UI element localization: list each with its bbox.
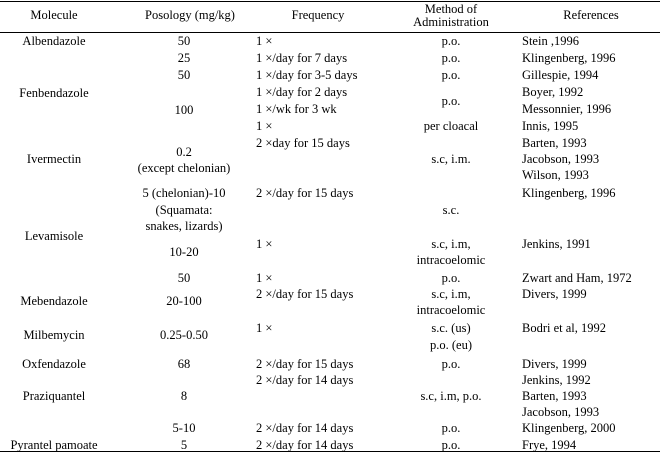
molecule-pyrantel-pamoate: Pyrantel pamoate — [10, 438, 98, 452]
frequency-cell: 1 × — [256, 321, 273, 335]
posology-cell: 0.2 — [176, 145, 192, 159]
method-cell: s.c, i.m, — [431, 237, 471, 251]
frequency-cell: 1 × — [256, 271, 273, 285]
reference-cell: Barten, 1993 — [522, 136, 587, 150]
reference-cell: Jacobson, 1993 — [522, 405, 600, 419]
method-cell: p.o. — [441, 34, 461, 48]
posology-cell: 25 — [177, 51, 191, 65]
posology-cell: 50 — [177, 271, 191, 285]
method-cell: p.o. — [441, 68, 461, 82]
method-cell: p.o. — [441, 51, 461, 65]
method-cell: per cloacal — [423, 119, 479, 133]
posology-cell: (except chelonian) — [137, 161, 231, 175]
molecule-praziquantel: Praziquantel — [22, 389, 86, 403]
method-cell: s.c, i.m, — [431, 287, 471, 301]
frequency-cell: 1 × — [256, 34, 273, 48]
posology-cell: (Squamata: — [155, 203, 213, 217]
molecule-mebendazole: Mebendazole — [20, 294, 88, 308]
reference-cell: Bodri et al, 1992 — [522, 321, 607, 335]
molecule-milbemycin: Milbemycin — [23, 328, 85, 342]
reference-cell: Wilson, 1993 — [522, 168, 589, 182]
posology-cell: 10-20 — [169, 245, 199, 259]
frequency-cell: 2 ×/day for 15 days — [256, 287, 354, 301]
method-cell: p.o. (eu) — [430, 338, 472, 352]
header-molecule: Molecule — [30, 8, 78, 22]
method-cell: s.c, i.m. — [431, 152, 471, 166]
reference-cell: Zwart and Ham, 1972 — [522, 271, 632, 285]
reference-cell: Frye, 1994 — [522, 438, 577, 452]
method-cell: p.o. — [441, 438, 461, 452]
reference-cell: Klingenberg, 2000 — [522, 421, 616, 435]
posology-cell: 50 — [177, 68, 191, 82]
header-references: References — [563, 8, 619, 22]
posology-cell: 0.25-0.50 — [160, 328, 208, 342]
molecule-albendazole: Albendazole — [22, 34, 86, 48]
reference-cell: Messonnier, 1996 — [522, 102, 612, 116]
frequency-cell: 2 ×/day for 15 days — [256, 357, 354, 371]
frequency-cell: 2 ×/day for 14 days — [256, 421, 354, 435]
header-posology: Posology (mg/kg) — [145, 8, 235, 22]
frequency-cell: 1 ×/day for 7 days — [256, 51, 348, 65]
frequency-cell: 1 ×/wk for 3 wk — [256, 102, 337, 116]
molecule-fenbendazole: Fenbendazole — [19, 86, 89, 100]
header-frequency: Frequency — [291, 8, 345, 22]
method-cell: intracoelomic — [416, 253, 486, 267]
header-method-line2: Administration — [413, 15, 489, 29]
frequency-cell: 1 ×/day for 2 days — [256, 85, 348, 99]
reference-cell: Divers, 1999 — [522, 357, 587, 371]
method-cell: p.o. — [441, 421, 461, 435]
reference-cell: Klingenberg, 1996 — [522, 51, 616, 65]
molecule-ivermectin: Ivermectin — [26, 152, 82, 166]
method-cell: intracoelomic — [416, 303, 486, 317]
posology-cell: 8 — [180, 389, 188, 403]
posology-cell: 50 — [177, 34, 191, 48]
posology-cell: 5 — [180, 438, 188, 452]
header-rule — [0, 32, 660, 33]
posology-cell: 100 — [174, 103, 194, 117]
reference-cell: Divers, 1999 — [522, 287, 587, 301]
molecule-oxfendazole: Oxfendazole — [22, 357, 86, 371]
frequency-cell: 2 ×/day for 15 days — [256, 186, 354, 200]
method-cell: s.c, i.m, p.o. — [420, 389, 482, 403]
method-cell: p.o. — [441, 271, 461, 285]
method-cell: s.c. — [442, 203, 460, 217]
method-cell: p.o. — [441, 94, 461, 108]
frequency-cell: 1 × — [256, 119, 273, 133]
posology-cell: 5-10 — [172, 421, 196, 435]
reference-cell: Gillespie, 1994 — [522, 68, 599, 82]
molecule-levamisole: Levamisole — [24, 229, 84, 243]
frequency-cell: 1 × — [256, 237, 273, 251]
frequency-cell: 2 ×day for 15 days — [256, 136, 350, 150]
posology-cell: 5 (chelonian)-10 — [142, 186, 226, 200]
method-cell: s.c. (us) — [431, 321, 471, 335]
method-cell: p.o. — [441, 357, 461, 371]
frequency-cell: 1 ×/day for 3-5 days — [256, 68, 358, 82]
reference-cell: Jacobson, 1993 — [522, 152, 600, 166]
reference-cell: Barten, 1993 — [522, 389, 587, 403]
reference-cell: Jenkins, 1991 — [522, 237, 591, 251]
posology-cell: snakes, lizards) — [145, 219, 223, 233]
top-rule — [0, 1, 660, 2]
reference-cell: Jenkins, 1992 — [522, 373, 591, 387]
reference-cell: Stein ,1996 — [522, 34, 579, 48]
reference-cell: Innis, 1995 — [522, 119, 579, 133]
reference-cell: Boyer, 1992 — [522, 85, 584, 99]
reference-cell: Klingenberg, 1996 — [522, 186, 616, 200]
frequency-cell: 2 ×/day for 14 days — [256, 438, 354, 452]
frequency-cell: 2 ×/day for 14 days — [256, 373, 354, 387]
header-method-line1: Method of — [424, 2, 478, 16]
posology-cell: 68 — [177, 357, 191, 371]
posology-cell: 20-100 — [166, 294, 202, 308]
